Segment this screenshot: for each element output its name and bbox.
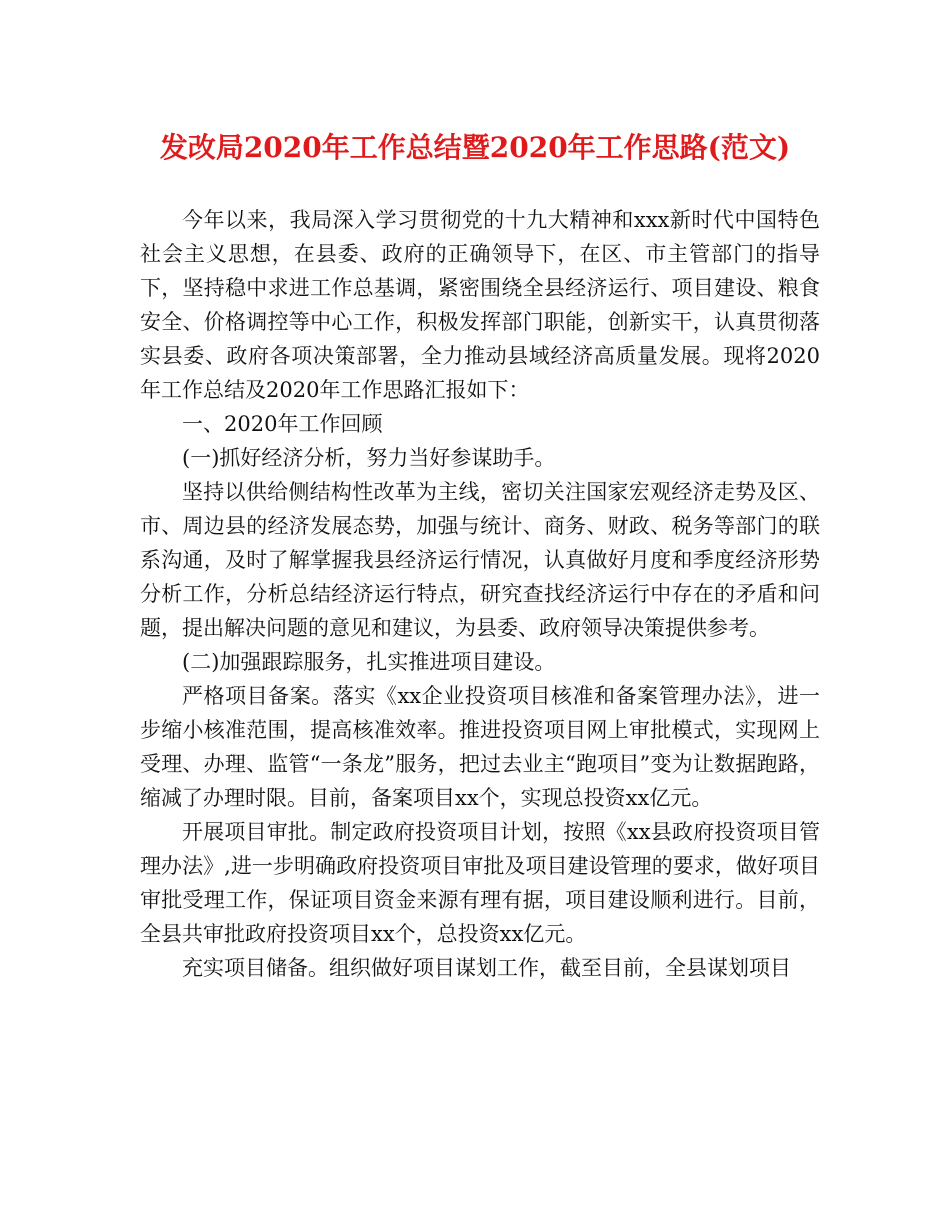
paragraph: 坚持以供给侧结构性改革为主线，密切关注国家宏观经济走势及区、市、周边县的经济发展态势，加强与统计、商务、财政、税务等部门的联系沟通，及时了解掌握我县经济运行情况，认真做好月度和季度经济形势分析工作，分析总结经济运行特点，研究查找经济运行中存在的矛盾和问题，提出解决问题的意见和建议，为县委、政府领导决策提供参考。 [140, 480, 820, 640]
subsection-heading: (二)加强跟踪服务，扎实推进项目建设。 [182, 650, 556, 674]
paragraph: 充实项目储备。组织做好项目谋划工作，截至目前，全县谋划项目 [182, 956, 791, 980]
subsection-heading: (一)抓好经济分析，努力当好参谋助手。 [182, 446, 556, 470]
paragraph: 严格项目备案。落实《xx企业投资项目核准和备案管理办法》，进一步缩小核准范围，提高核准效率。推进投资项目网上审批模式，实现网上受理、办理、监管“一条龙”服务，把过去业主“跑项目”变为让数据跑路，缩减了办理时限。目前，备案项目xx个，实现总投资xx亿元。 [140, 684, 820, 810]
paragraph: 开展项目审批。制定政府投资项目计划，按照《xx县政府投资项目管理办法》,进一步明确政府投资项目审批及项目建设管理的要求，做好项目审批受理工作，保证项目资金来源有理有据，项目建设顺利进行。目前，全县共审批政府投资项目xx个，总投资xx亿元。 [140, 820, 820, 946]
document-title: 发改局2020年工作总结暨2020年工作思路(范文) [159, 131, 791, 164]
document-body [140, 203, 820, 985]
section-heading: 一、2020年工作回顾 [182, 412, 383, 436]
paragraph-intro: 今年以来，我局深入学习贯彻党的十九大精神和xxx新时代中国特色社会主义思想，在县委、政府的正确领导下，在区、市主管部门的指导下，坚持稳中求进工作总基调，紧密围绕全县经济运行、项目建设、粮食安全、价格调控等中心工作，积极发挥部门职能，创新实干，认真贯彻落实县委、政府各项决策部署，全力推动县域经济高质量发展。现将2020年工作总结及2020年工作思路汇报如下： [140, 208, 820, 402]
